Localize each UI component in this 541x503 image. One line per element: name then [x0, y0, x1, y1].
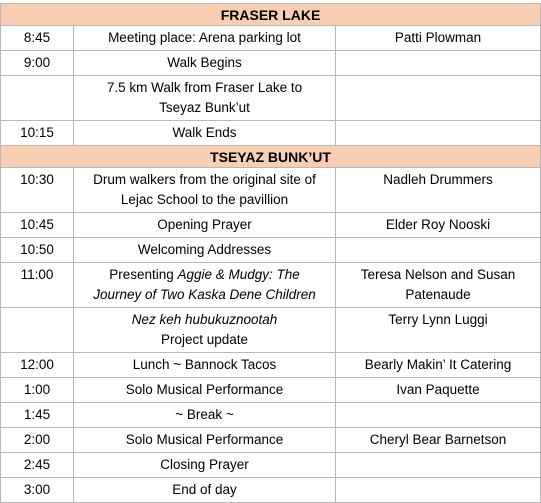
time-cell — [1, 308, 74, 353]
event-line: Project update — [160, 332, 249, 347]
time-cell: 8:45 — [1, 26, 74, 51]
presenter-cell — [336, 51, 541, 76]
time-cell: 10:50 — [1, 238, 74, 263]
presenter-cell: Cheryl Bear Barnetson — [336, 428, 541, 453]
agenda-table — [0, 3, 541, 503]
time-cell: 2:00 — [1, 428, 74, 453]
event-cell: Lunch ~ Bannock Tacos — [74, 353, 336, 378]
table-row — [1, 238, 541, 263]
table-row — [1, 403, 541, 428]
presenter-cell: Elder Roy Nooski — [336, 213, 541, 238]
table-row — [1, 478, 541, 503]
event-cell — [74, 76, 336, 121]
presenter-cell: Nadleh Drummers — [336, 168, 541, 213]
presenter-line: Patenaude — [405, 287, 471, 302]
presenter-cell: Patti Plowman — [336, 26, 541, 51]
project-name: Nez keh hubukuznootah — [131, 312, 278, 327]
presenter-cell — [336, 238, 541, 263]
table-row — [1, 263, 541, 308]
event-line: Drum walkers from the original site of — [93, 172, 316, 187]
event-line: Tseyaz Bunk’ut — [159, 100, 250, 115]
table-row — [1, 213, 541, 238]
section-header-row — [1, 146, 541, 168]
time-cell: 1:45 — [1, 403, 74, 428]
time-cell: 11:00 — [1, 263, 74, 308]
event-cell: Meeting place: Arena parking lot — [74, 26, 336, 51]
presenter-cell — [336, 453, 541, 478]
table-row — [1, 168, 541, 213]
time-cell: 10:15 — [1, 121, 74, 146]
presenter-cell — [336, 263, 541, 308]
time-cell: 2:45 — [1, 453, 74, 478]
time-cell: 10:30 — [1, 168, 74, 213]
section-title: FRASER LAKE — [1, 4, 541, 26]
event-cell: Walk Begins — [74, 51, 336, 76]
table-row — [1, 51, 541, 76]
presenter-cell: Ivan Paquette — [336, 378, 541, 403]
event-cell: Closing Prayer — [74, 453, 336, 478]
book-title-cont: Journey of Two Kaska Dene Children — [93, 287, 316, 302]
table-row — [1, 308, 541, 353]
presenter-cell: Bearly Makin’ It Catering — [336, 353, 541, 378]
event-cell: Solo Musical Performance — [74, 428, 336, 453]
presenter-cell — [336, 478, 541, 503]
time-cell — [1, 76, 74, 121]
presenter-cell: Terry Lynn Luggi — [336, 308, 541, 353]
time-cell: 3:00 — [1, 478, 74, 503]
event-cell: Opening Prayer — [74, 213, 336, 238]
event-line: Lejac School to the pavillion — [120, 192, 289, 207]
event-line — [78, 265, 331, 285]
presenter-line: Teresa Nelson and Susan — [360, 267, 516, 282]
table-row — [1, 121, 541, 146]
event-cell: End of day — [74, 478, 336, 503]
event-line: 7.5 km Walk from Fraser Lake to — [106, 80, 303, 95]
event-cell: Welcoming Addresses — [74, 238, 336, 263]
event-cell: ~ Break ~ — [74, 403, 336, 428]
table-row — [1, 353, 541, 378]
section-header-row — [1, 4, 541, 26]
time-cell: 10:45 — [1, 213, 74, 238]
time-cell: 12:00 — [1, 353, 74, 378]
section-title: TSEYAZ BUNK’UT — [1, 146, 541, 168]
table-row — [1, 428, 541, 453]
event-text: Presenting — [109, 267, 178, 282]
event-cell — [74, 263, 336, 308]
table-row — [1, 453, 541, 478]
event-cell: Solo Musical Performance — [74, 378, 336, 403]
event-cell — [74, 168, 336, 213]
table-row — [1, 26, 541, 51]
presenter-cell — [336, 403, 541, 428]
time-cell: 9:00 — [1, 51, 74, 76]
event-cell — [74, 308, 336, 353]
presenter-cell — [336, 121, 541, 146]
book-title: Aggie & Mudgy: The — [177, 267, 300, 282]
presenter-cell — [336, 76, 541, 121]
event-cell: Walk Ends — [74, 121, 336, 146]
table-row — [1, 378, 541, 403]
time-cell: 1:00 — [1, 378, 74, 403]
table-row — [1, 76, 541, 121]
